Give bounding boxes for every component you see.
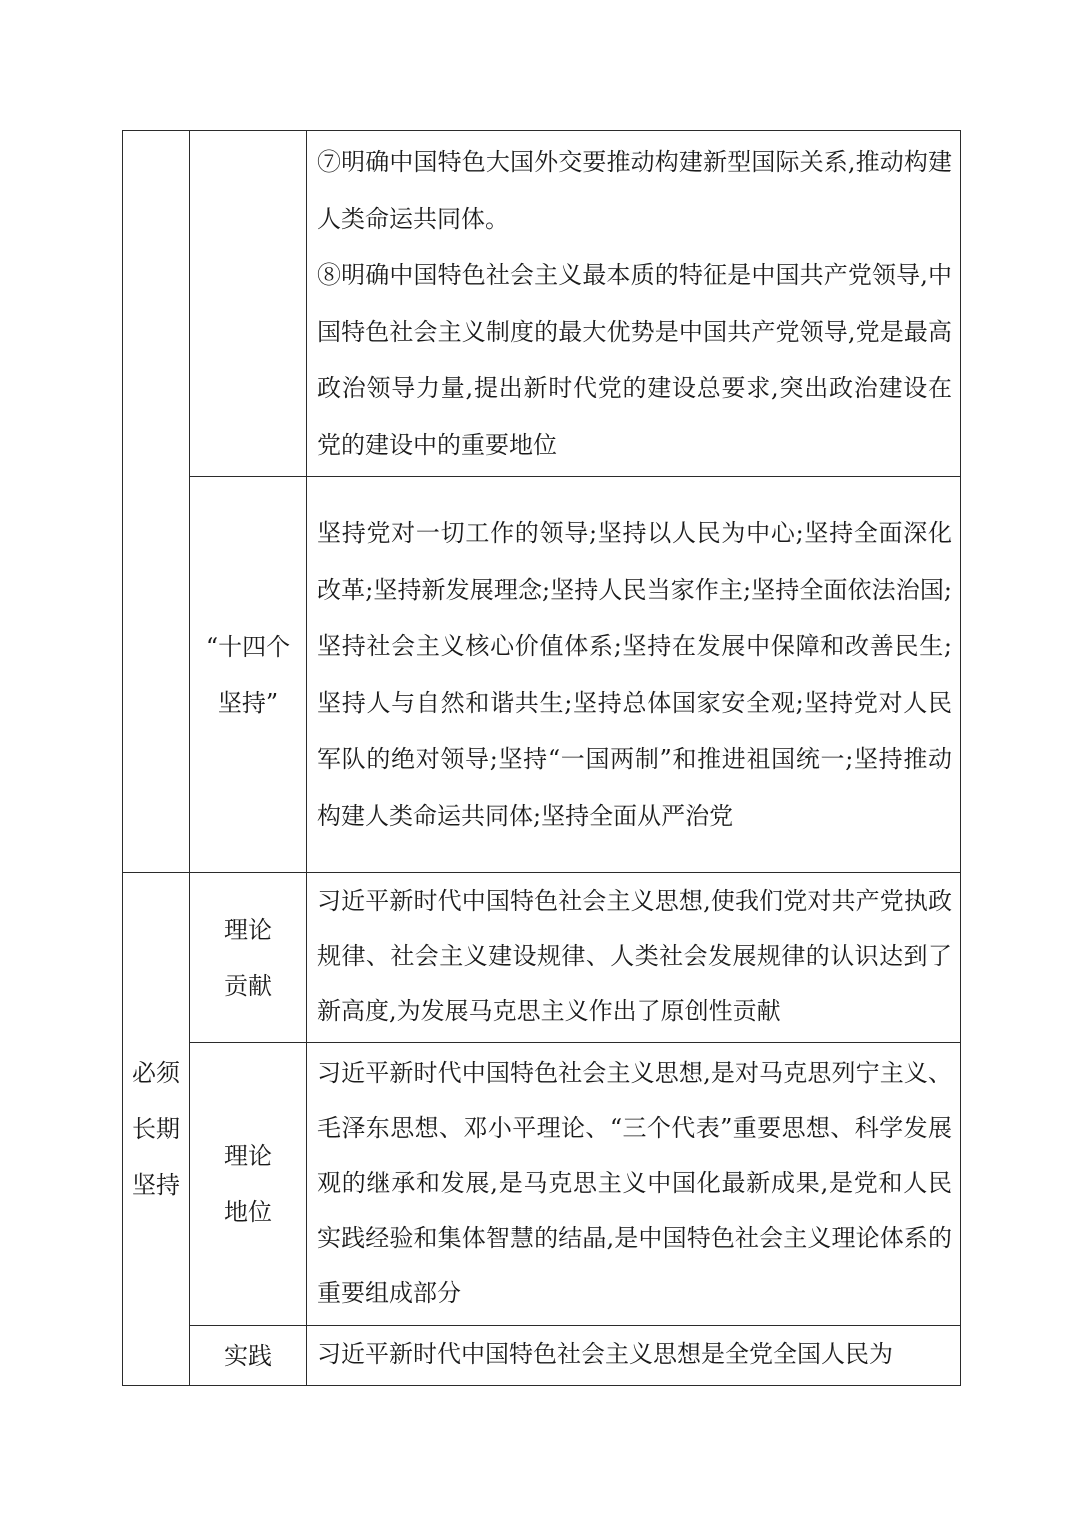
subcategory-label bbox=[206, 619, 290, 731]
content-cell bbox=[307, 1326, 961, 1386]
subcategory-cell-empty bbox=[190, 131, 307, 477]
label-line: 实践 bbox=[224, 1341, 272, 1370]
content-paragraph: ⑦明确中国特色大国外交要推动构建新型国际关系,推动构建人类命运共同体。 bbox=[317, 148, 952, 233]
content-paragraph: 坚持党对一切工作的领导;坚持以人民为中心;坚持全面深化改革;坚持新发展理念;坚持人民当家作主;坚持全面依法治国;坚持社会主义核心价值体系;坚持在发展中保障和改善民生;坚持人与自然和谐共生;坚持总体国家安全观;坚持党对人民军队的绝对领导;坚持“一国两制”和推进祖国统一;坚持推动构建人类命运共同体;坚持全面从严治党 bbox=[317, 519, 952, 830]
outline-table bbox=[122, 130, 961, 1386]
label-line: 贡献 bbox=[224, 971, 272, 1000]
content-paragraph: ⑧明确中国特色社会主义最本质的特征是中国共产党领导,中国特色社会主义制度的最大优势是中国共产党领导,党是最高政治领导力量,提出新时代党的建设总要求,突出政治建设在党的建设中的重要地位 bbox=[317, 261, 952, 459]
label-line: 理论 bbox=[224, 915, 272, 944]
label-line: 理论 bbox=[224, 1142, 272, 1170]
label-line: 坚持 bbox=[132, 1171, 180, 1199]
subcategory-label bbox=[224, 1328, 272, 1384]
label-line: 长期 bbox=[132, 1115, 180, 1143]
content-paragraph: 习近平新时代中国特色社会主义思想,使我们党对共产党执政规律、社会主义建设规律、人类社会发展规律的认识达到了新高度,为发展马克思主义作出了原创性贡献 bbox=[317, 887, 952, 1025]
content-paragraph: 习近平新时代中国特色社会主义思想,是对马克思列宁主义、毛泽东思想、邓小平理论、“三个代表”重要思想、科学发展观的继承和发展,是马克思主义中国化最新成果,是党和人民实践经验和集体智慧的结晶,是中国特色社会主义理论体系的重要组成部分 bbox=[317, 1058, 952, 1307]
content-paragraph: 习近平新时代中国特色社会主义思想是全党全国人民为 bbox=[317, 1340, 893, 1368]
table-row bbox=[123, 1043, 961, 1326]
label-line: 必须 bbox=[132, 1059, 180, 1087]
category-cell bbox=[123, 873, 190, 1386]
table-row bbox=[123, 477, 961, 873]
label-line: 地位 bbox=[224, 1198, 272, 1226]
subcategory-label bbox=[224, 902, 272, 1014]
subcategory-label bbox=[224, 1128, 272, 1240]
content-cell bbox=[307, 1043, 961, 1326]
category-label bbox=[132, 1045, 180, 1213]
table-row bbox=[123, 873, 961, 1043]
subcategory-cell bbox=[190, 1326, 307, 1386]
subcategory-cell bbox=[190, 873, 307, 1043]
content-cell bbox=[307, 131, 961, 477]
content-cell bbox=[307, 873, 961, 1043]
label-line: “十四个 bbox=[205, 632, 291, 661]
subcategory-cell bbox=[190, 1043, 307, 1326]
subcategory-cell bbox=[190, 477, 307, 873]
table-row bbox=[123, 131, 961, 477]
label-line: 坚持” bbox=[217, 688, 279, 717]
category-cell-empty bbox=[123, 131, 190, 873]
content-cell bbox=[307, 477, 961, 873]
table-row bbox=[123, 1326, 961, 1386]
